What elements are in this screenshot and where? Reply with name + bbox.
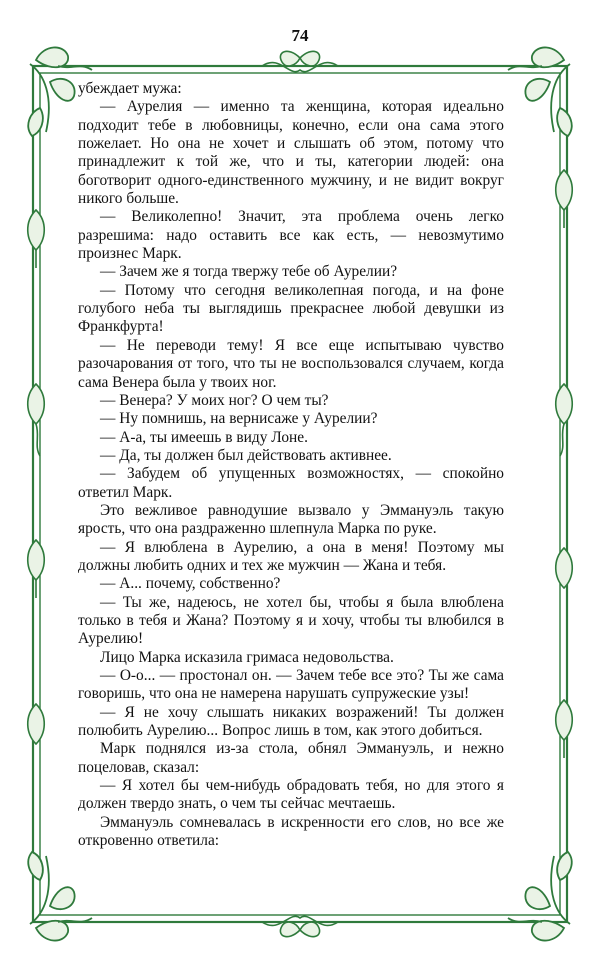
paragraph: — О-о... — простонал он. — Зачем тебе все это? Ты же сама говоришь, что она не намерена нарушать супружеские узы!	[78, 667, 504, 703]
paragraph: — Да, ты должен был действовать активнее.	[100, 446, 392, 464]
paragraph: — Потому что сегодня великолепная погода, и на фоне голубого неба ты выглядишь прекраснее любой девушки из Франкфурта!	[78, 281, 504, 336]
paragraph: Марк поднялся из-за стола, обнял Эммануэль, и нежно поцеловав, сказал:	[78, 740, 504, 776]
paragraph: Лицо Марка исказила гримаса недовольства.	[100, 648, 394, 666]
left-side-leaf-lower-icon	[28, 540, 45, 598]
body-text	[78, 80, 504, 850]
paragraph: Это вежливое равнодушие вызвало у Эммануэль такую ярость, что она раздраженно шлепнула Марка по руке.	[78, 501, 504, 538]
paragraph: — Ну помнишь, на вернисаже у Аурелии?	[100, 410, 378, 428]
paragraph: — Не переводи тему! Я все еще испытываю чувство разочарования от того, что ты не воспользовался случаем, когда сама Венера была у твоих ног.	[78, 336, 504, 391]
left-side-leaf-upper-icon	[28, 210, 45, 268]
paragraph: — Я не хочу слышать никаких возражений! Ты должен полюбить Аурелию... Вопрос лишь в том, как этого добиться.	[78, 703, 504, 740]
corner-vine-top-right-icon	[508, 47, 572, 136]
bottom-ornament-icon	[262, 916, 338, 936]
paragraph: — Зачем же я тогда твержу тебе об Аурелии?	[100, 263, 398, 281]
page-number: 74	[291, 26, 309, 45]
paragraph: — А... почему, собственно?	[100, 575, 281, 593]
paragraph: — Ты же, надеюсь, не хотел бы, чтобы я была влюблена только в тебя и Жана? Поэтому я и хочу, чтобы ты влюбился в Аурелию!	[78, 593, 504, 648]
right-side-leaf-bottom-icon	[556, 700, 573, 758]
top-ornament-icon	[262, 51, 338, 71]
corner-vine-bottom-right-icon	[508, 852, 572, 941]
right-side-leaf-lower-icon	[556, 548, 573, 588]
left-side-leaf-middle-icon	[28, 384, 45, 456]
right-side-leaf-upper-icon	[556, 170, 573, 228]
paragraph: убеждает мужа:	[78, 80, 182, 97]
paragraph: — Я хотел бы чем-нибудь обрадовать тебя, но для этого я должен твердо знать, о чем ты сейчас мечтаешь.	[78, 777, 504, 813]
right-side-leaf-middle-icon	[556, 384, 573, 456]
corner-vine-bottom-left-icon	[28, 852, 92, 941]
paragraph: Эммануэль сомневалась в искренности его слов, но все же откровенно ответила:	[78, 813, 504, 850]
paragraph: — А-а, ты имеешь в виду Лоне.	[100, 428, 308, 446]
left-side-leaf-bottom-icon	[28, 704, 45, 744]
paragraph: — Я влюблена в Аурелию, а она в меня! Поэтому мы должны любить одних и тех же мужчин — Жана и тебя.	[78, 538, 504, 574]
paragraph: — Венера? У моих ног? О чем ты?	[100, 391, 329, 409]
paragraph: — Великолепно! Значит, эта проблема очень легко разрешима: надо оставить все как есть, — невозмутимо произнес Марк.	[78, 208, 504, 263]
paragraph: — Аурелия — именно та женщина, которая идеально подходит тебе в любовницы, конечно, если она сама этого пожелает. Но она не хочет и слышать об этом, потому что принадлежит к той же, что и ты, категории людей: она боготворит одного-единственного мужчину, и не видит вокруг никого больше.	[78, 98, 504, 208]
paragraph: — Забудем об упущенных возможностях, — спокойно ответил Марк.	[78, 465, 504, 501]
